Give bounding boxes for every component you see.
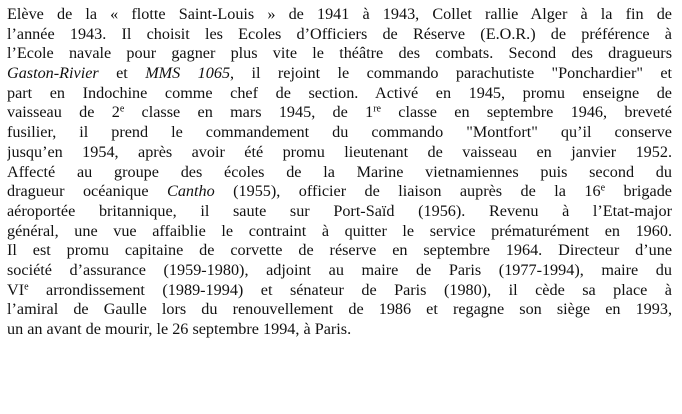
- text-line: [7, 123, 672, 143]
- text-segment: général, une vue affaiblie le contraint à quitter le service prématurément en 1960.: [7, 221, 672, 240]
- text-line: [7, 202, 672, 222]
- text-segment: dragueur océanique: [7, 182, 168, 201]
- text-segment: Il est promu capitaine de corvette de réserve en septembre 1964. Directeur d’une: [7, 241, 672, 260]
- text-line: [7, 281, 672, 301]
- text-line: [7, 25, 672, 45]
- text-line: [7, 84, 672, 104]
- text-segment: aéroportée britannique, il saute sur Port-Saïd (1956). Revenu à l’Etat-major: [7, 201, 672, 220]
- text-segment: l’Ecole navale pour gagner plus vite le théâtre des combats. Second des dragueurs: [7, 44, 672, 63]
- text-line: [7, 320, 672, 340]
- text-segment: un an avant de mourir, le 26 septembre 1994, à Paris.: [7, 320, 352, 338]
- text-segment: Elève de la « flotte Saint-Louis » de 1941 à 1943, Collet rallie Alger à la fin de: [7, 5, 672, 23]
- italic-text: Cantho: [167, 182, 215, 201]
- text-segment: brigade: [605, 182, 672, 201]
- text-segment: part en Indochine comme chef de section. Activé en 1945, promu enseigne de: [7, 83, 672, 102]
- text-line: [7, 222, 672, 242]
- text-segment: classe en mars 1945, de 1: [124, 103, 374, 122]
- text-line: [7, 300, 672, 320]
- text-segment: société d’assurance (1959-1980), adjoint au maire de Paris (1977-1994), maire du: [7, 260, 672, 279]
- superscript-text: e: [600, 182, 606, 194]
- superscript-text: re: [373, 103, 382, 115]
- italic-text: Gaston-Rivier: [7, 64, 99, 83]
- text-line: [7, 5, 672, 25]
- text-segment: classe en septembre 1946, breveté: [381, 103, 672, 122]
- superscript-text: e: [24, 281, 29, 293]
- text-line: [7, 182, 672, 202]
- text-line: [7, 241, 672, 261]
- superscript-text: e: [119, 103, 125, 115]
- text-segment: jusqu’en 1954, après avoir été promu lieutenant de vaisseau en janvier 1952.: [7, 142, 672, 161]
- text-line: [7, 44, 672, 64]
- text-segment: (1955), officier de liaison auprès de la 16: [214, 182, 601, 201]
- text-line: [7, 64, 672, 84]
- text-segment: l’année 1943. Il choisit les Ecoles d’Officiers de Réserve (E.O.R.) de préférence à: [7, 24, 672, 43]
- text-segment: VI: [7, 280, 25, 299]
- text-segment: et: [98, 64, 146, 83]
- text-line: [7, 261, 672, 281]
- text-line: [7, 143, 672, 163]
- text-segment: l’amiral de Gaulle lors du renouvellement de 1986 et regagne son siège en 1993,: [7, 300, 672, 319]
- text-segment: arrondissement (1989-1994) et sénateur de Paris (1980), il cède sa place à: [28, 280, 672, 299]
- italic-text: MMS 1065: [145, 64, 231, 83]
- text-segment: , il rejoint le commando parachutiste "Ponchardier" et: [230, 64, 672, 83]
- text-segment: vaisseau de 2: [7, 103, 120, 122]
- text-line: [7, 163, 672, 183]
- text-segment: fusilier, il prend le commandement du commando "Montfort" qu’il conserve: [7, 123, 672, 142]
- biography-paragraph: [7, 5, 672, 340]
- text-line: [7, 103, 672, 123]
- text-segment: Affecté au groupe des écoles de la Marine vietnamiennes puis second du: [7, 162, 672, 181]
